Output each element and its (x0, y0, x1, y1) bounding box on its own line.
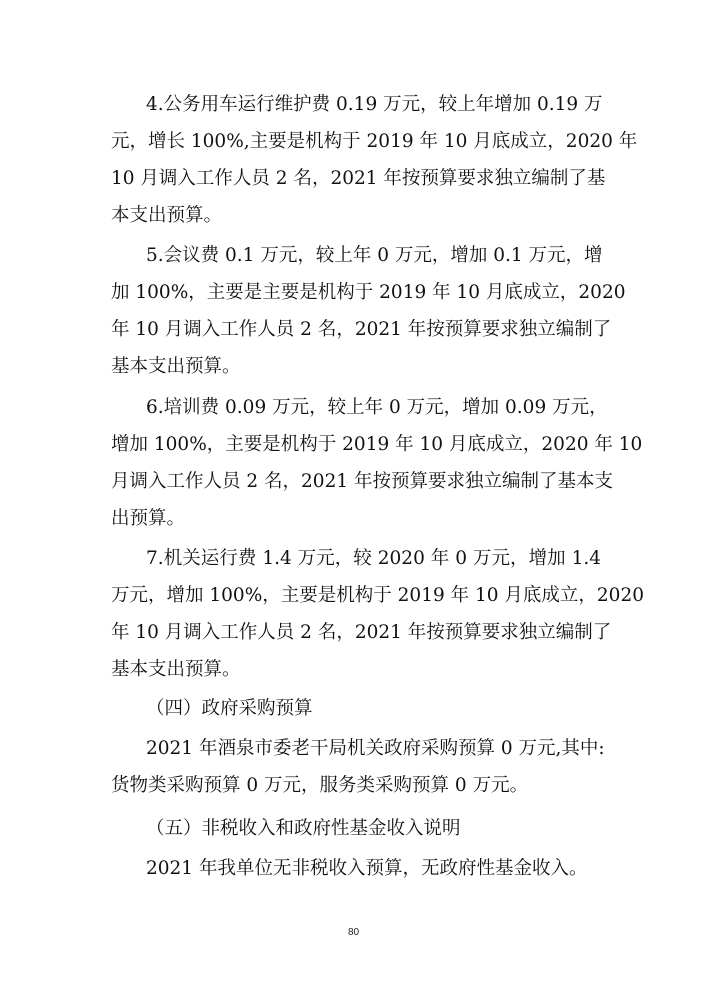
paragraph-line: 基本支出预算。 (111, 659, 241, 680)
paragraph-line: 6.培训费 0.09 万元，较上年 0 万元，增加 0.09 万元， (146, 397, 608, 418)
paragraph-line: 7.机关运行费 1.4 万元，较 2020 年 0 万元，增加 1.4 (146, 548, 601, 569)
paragraph-line: 2021 年酒泉市委老干局机关政府采购预算 0 万元,其中: (146, 738, 605, 759)
paragraph-line: 加 100%，主要是主要是机构于 2019 年 10 月底成立，2020 (111, 282, 626, 303)
paragraph-line: 基本支出预算。 (111, 356, 241, 377)
paragraph-line: 货物类采购预算 0 万元，服务类采购预算 0 万元。 (111, 775, 529, 796)
paragraph-line: 年 10 月调入工作人员 2 名，2021 年按预算要求独立编制了 (111, 622, 612, 643)
section-heading: （四）政府采购预算 (146, 698, 313, 719)
paragraph-line: 10 月调入工作人员 2 名，2021 年按预算要求独立编制了基 (111, 168, 606, 189)
section-heading: （五）非税收入和政府性基金收入说明 (146, 818, 461, 839)
paragraph-line: 年 10 月调入工作人员 2 名，2021 年按预算要求独立编制了 (111, 319, 612, 340)
paragraph-line: 4.公务用车运行维护费 0.19 万元，较上年增加 0.19 万 (146, 94, 603, 115)
paragraph-line: 出预算。 (111, 508, 186, 529)
paragraph-line: 元，增长 100%,主要是机构于 2019 年 10 月底成立，2020 年 (111, 131, 638, 152)
page-number: 80 (347, 927, 360, 938)
paragraph-line: 月调入工作人员 2 名，2021 年按预算要求独立编制了基本支 (111, 471, 613, 492)
paragraph-line: 2021 年我单位无非税收入预算，无政府性基金收入。 (146, 858, 588, 879)
paragraph-line: 增加 100%，主要是机构于 2019 年 10 月底成立，2020 年 10 (111, 434, 643, 455)
paragraph-line: 万元，增加 100%，主要是机构于 2019 年 10 月底成立，2020 (111, 585, 644, 606)
paragraph-line: 本支出预算。 (111, 205, 223, 226)
paragraph-line: 5.会议费 0.1 万元，较上年 0 万元，增加 0.1 万元，增 (146, 245, 603, 266)
